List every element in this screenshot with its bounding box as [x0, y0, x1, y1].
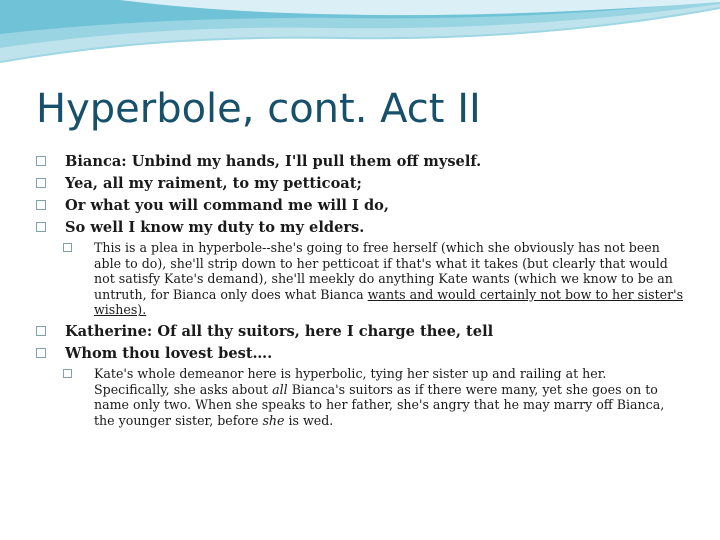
quote-line-2: [36, 173, 686, 195]
quote-line-text: Or what you will command me will I do,: [65, 197, 389, 214]
quote-line-1: [36, 151, 686, 173]
header-wave-decoration: [0, 0, 720, 80]
note-emphasis: all: [272, 381, 288, 397]
quote-line-5: [36, 321, 686, 343]
commentary-note-1: [36, 240, 686, 318]
quote-line-text: Whom thou lovest best….: [65, 344, 273, 362]
quote-line-text: Yea, all my raiment, to my petticoat;: [65, 175, 362, 192]
quote-line-text: Katherine: Of all thy suitors, here I charge thee, tell: [65, 322, 494, 340]
commentary-note-2: [36, 366, 686, 428]
note-text-underlined: wants and would certainly not bow to her sister's wishes).: [94, 286, 684, 318]
slide-body: [36, 151, 686, 431]
quote-line-text: Bianca: Unbind my hands, I'll pull them off myself.: [65, 153, 482, 170]
quote-line-text: So well I know my duty to my elders.: [65, 219, 365, 236]
note-text: Bianca's suitors as if there were many, yet she goes on to name only two. When she speaks to her father, she's angry that he may marry off Bianca, the younger sister, before: [94, 381, 665, 428]
square-bullet-icon: [63, 243, 72, 252]
note-text: This is a plea in hyperbole--she's going to free herself (which she obviously has not been able to do), she'll strip down to her petticoat if that's what it takes (but clearly that would not satisfy Kate's demand), she'll meekly do anything Kate wants (which we know to be an untruth, for Bianca only does what Bianca: [94, 240, 673, 302]
square-bullet-icon: [36, 178, 46, 188]
square-bullet-icon: [63, 369, 72, 378]
page-title: Hyperbole, cont. Act II: [36, 86, 481, 132]
note-text: is wed.: [284, 412, 334, 428]
square-bullet-icon: [36, 200, 46, 210]
quote-line-4: [36, 217, 686, 239]
note-text: Kate's whole demeanor here is hyperbolic, tying her sister up and railing at her. Specifically, she asks about: [94, 365, 607, 397]
quote-line-6: [36, 343, 686, 365]
square-bullet-icon: [36, 222, 46, 232]
square-bullet-icon: [36, 348, 46, 358]
square-bullet-icon: [36, 156, 46, 166]
note-emphasis: she: [262, 412, 285, 428]
quote-line-3: [36, 195, 686, 217]
square-bullet-icon: [36, 326, 46, 336]
